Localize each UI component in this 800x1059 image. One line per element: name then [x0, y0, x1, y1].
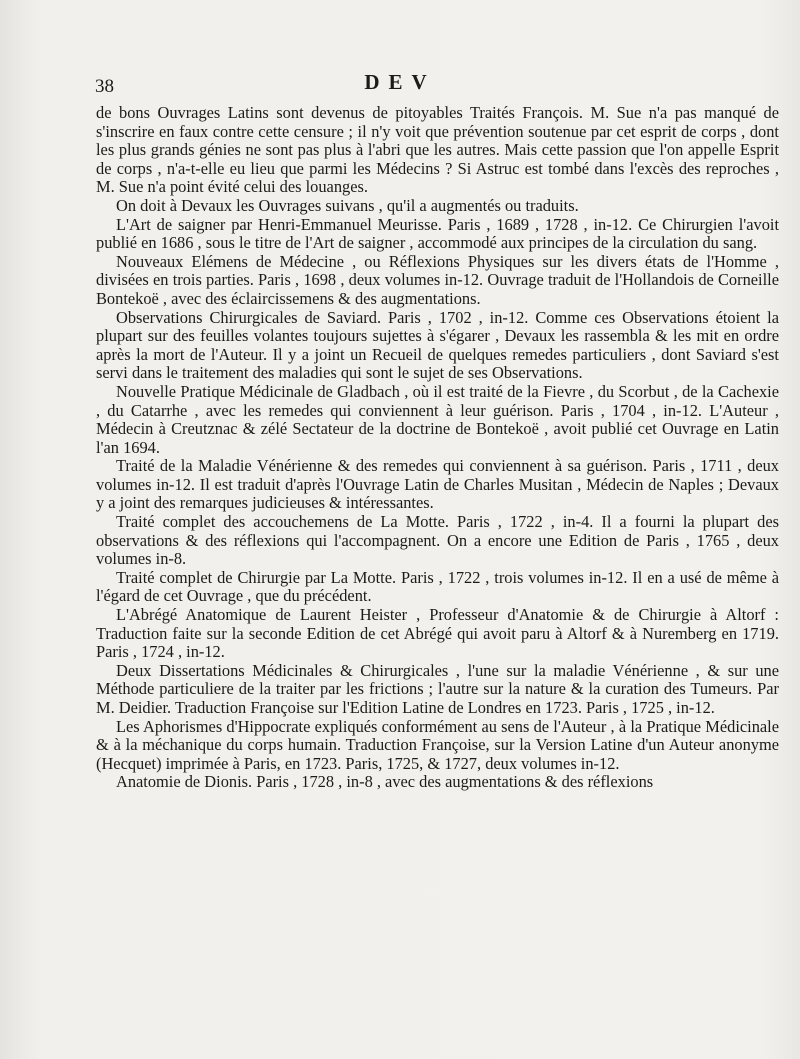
- paragraph-sue-censure: de bons Ouvrages Latins sont devenus de pitoyables Traités François. M. Sue n'a pas manqué de s'inscrire en faux contre cette censure ; il n'y voit que prévention soutenue par cet esprit de corps , dont les plus grands génies ne sont pas plus à l'abri que les autres. Mais cette passion que l'on appelle Esprit de corps , n'a-t-elle eu lieu que parmi les Médecins ? Si Astruc est tombé dans l'excès des reproches , M. Sue n'a point évité celui des louanges.: [96, 103, 779, 197]
- page-header: [0, 66, 800, 96]
- paragraph-deidier: Deux Dissertations Médicinales & Chirurgicales , l'une sur la maladie Vénérienne , & sur une Méthode particuliere de la traiter par les frictions ; l'autre sur la nature & la curation des Tumeurs. Par M. Deidier. Traduction Françoise sur l'Edition Latine de Londres en 1723. Paris , 1725 , in-12.: [96, 660, 779, 717]
- paragraph-maladie-venerienne: Traité de la Maladie Vénérienne & des remedes qui conviennent à sa guérison. Paris , 1711 , deux volumes in-12. Il est traduit d'après l'Ouvrage Latin de Charles Musitan , Médecin de Naples ; Devaux y a joint des remarques judicieuses & intéressantes.: [96, 456, 779, 513]
- paragraph-chirurgie-la-motte: Traité complet de Chirurgie par La Motte. Paris , 1722 , trois volumes in-12. Il en a usé de même à l'égard de cet Ouvrage , que du précédent.: [96, 567, 779, 606]
- paragraph-gladbach: Nouvelle Pratique Médicinale de Gladbach , où il est traité de la Fievre , du Scorbut , de la Cachexie , du Catarrhe , avec les remedes qui conviennent à leur guérison. Paris , 1704 , in-12. L'Auteur , Médecin à Creutznac & zélé Sectateur de la doctrine de Bontekoë , avoit publié cet Ouvrage en Latin l'an 1694.: [96, 381, 779, 457]
- paragraph-abrege-heister: L'Abrégé Anatomique de Laurent Heister , Professeur d'Anatomie & de Chirurgie à Altorf : Traduction faite sur la seconde Edition de cet Abrégé qui avoit paru à Altorf & à Nuremberg en 1719. Paris , 1724 , in-12.: [96, 605, 779, 662]
- page-number: 38: [95, 76, 114, 97]
- paragraph-devaux-works-intro: On doit à Devaux les Ouvrages suivans , qu'il a augmentés ou traduits.: [116, 195, 579, 215]
- running-head: DEV: [364, 70, 436, 94]
- paragraph-aphorismes: Les Aphorismes d'Hippocrate expliqués conformément au sens de l'Auteur , à la Pratique Médicinale & à la méchanique du corps humain. Traduction Françoise, sur la Version Latine d'un Auteur anonyme (Hecquet) imprimée à Paris, en 1723. Paris, 1725, & 1727, deux volumes in-12.: [96, 716, 779, 773]
- paragraph-observations-saviard: Observations Chirurgicales de Saviard. Paris , 1702 , in-12. Comme ces Observations étoient la plupart sur des feuilles volantes toujours sujettes à s'égarer , Devaux les rassembla & les mit en ordre après la mort de l'Auteur. Il y a joint un Recueil de quelques remedes particuliers , dont Saviard s'est servi dans le traitement des maladies qui sont le sujet de ses Observations.: [96, 307, 779, 383]
- page-body: [96, 104, 779, 792]
- paragraph-anatomie-dionis: Anatomie de Dionis. Paris , 1728 , in-8 , avec des augmentations & des réflexions: [116, 772, 654, 792]
- paragraph-art-de-saigner: L'Art de saigner par Henri-Emmanuel Meurisse. Paris , 1689 , 1728 , in-12. Ce Chirurgien l'avoit publié en 1686 , sous le titre de l'Art de saigner , accommodé aux principes de la circulation du sang.: [96, 214, 779, 253]
- paragraph-accouchemens: Traité complet des accouchemens de La Motte. Paris , 1722 , in-4. Il a fourni la plupart des observations & des réflexions qui l'accompagnent. On a encore une Edition de Paris , 1765 , deux volumes in-8.: [96, 512, 779, 569]
- paragraph-nouveaux-elemens: Nouveaux Elémens de Médecine , ou Réflexions Physiques sur les divers états de l'Homme , divisées en trois parties. Paris , 1698 , deux volumes in-12. Ouvrage traduit de l'Hollandois de Corneille Bontekoë , avec des éclaircissemens & des augmentations.: [96, 251, 779, 308]
